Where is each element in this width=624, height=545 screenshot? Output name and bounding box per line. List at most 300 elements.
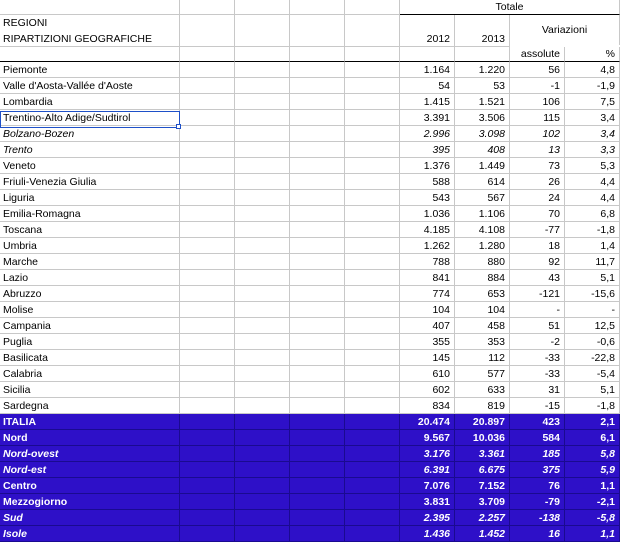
value-v2013-cell[interactable]: 880 bbox=[455, 254, 510, 270]
value-v2013-cell[interactable]: 104 bbox=[455, 302, 510, 318]
value-v2013-cell[interactable]: 7.152 bbox=[455, 478, 510, 494]
cell[interactable] bbox=[180, 142, 235, 158]
cell[interactable] bbox=[345, 462, 400, 478]
value-v2012-cell[interactable]: 1.376 bbox=[400, 158, 455, 174]
value-pct-cell[interactable]: 4,4 bbox=[565, 190, 620, 206]
cell[interactable] bbox=[290, 494, 345, 510]
value-abs-cell[interactable]: 423 bbox=[510, 414, 565, 430]
header-2012[interactable]: 2012 bbox=[400, 31, 455, 47]
value-pct-cell[interactable]: - bbox=[565, 302, 620, 318]
cell[interactable] bbox=[345, 0, 400, 15]
cell[interactable] bbox=[345, 302, 400, 318]
cell[interactable] bbox=[345, 158, 400, 174]
region-name-cell[interactable]: Campania bbox=[0, 318, 180, 334]
value-v2013-cell[interactable]: 1.106 bbox=[455, 206, 510, 222]
cell[interactable] bbox=[345, 94, 400, 110]
cell[interactable] bbox=[235, 0, 290, 15]
value-pct-cell[interactable]: -5,8 bbox=[565, 510, 620, 526]
value-v2013-cell[interactable]: 6.675 bbox=[455, 462, 510, 478]
value-v2012-cell[interactable]: 543 bbox=[400, 190, 455, 206]
value-v2013-cell[interactable]: 3.098 bbox=[455, 126, 510, 142]
value-pct-cell[interactable]: -1,8 bbox=[565, 398, 620, 414]
cell[interactable] bbox=[235, 286, 290, 302]
cell[interactable] bbox=[180, 47, 235, 62]
cell[interactable] bbox=[290, 382, 345, 398]
cell[interactable] bbox=[235, 222, 290, 238]
region-name-cell[interactable]: Trentino-Alto Adige/Sudtirol bbox=[0, 110, 180, 126]
cell[interactable] bbox=[235, 478, 290, 494]
cell[interactable] bbox=[180, 270, 235, 286]
value-abs-cell[interactable]: 26 bbox=[510, 174, 565, 190]
value-v2012-cell[interactable]: 602 bbox=[400, 382, 455, 398]
cell[interactable] bbox=[235, 110, 290, 126]
cell[interactable] bbox=[290, 526, 345, 542]
value-abs-cell[interactable]: 16 bbox=[510, 526, 565, 542]
cell[interactable] bbox=[180, 286, 235, 302]
header-totale[interactable]: Totale bbox=[400, 0, 620, 15]
region-name-cell[interactable]: Valle d'Aosta-Vallée d'Aoste bbox=[0, 78, 180, 94]
region-name-cell[interactable]: Sicilia bbox=[0, 382, 180, 398]
value-abs-cell[interactable]: -2 bbox=[510, 334, 565, 350]
region-name-cell[interactable]: Lazio bbox=[0, 270, 180, 286]
cell[interactable] bbox=[290, 31, 345, 47]
cell[interactable] bbox=[180, 0, 235, 15]
fill-handle[interactable] bbox=[176, 124, 181, 129]
cell[interactable] bbox=[290, 446, 345, 462]
cell[interactable] bbox=[345, 110, 400, 126]
cell[interactable] bbox=[235, 254, 290, 270]
cell[interactable] bbox=[345, 398, 400, 414]
cell[interactable] bbox=[290, 238, 345, 254]
value-v2013-cell[interactable]: 3.506 bbox=[455, 110, 510, 126]
value-v2013-cell[interactable]: 567 bbox=[455, 190, 510, 206]
cell[interactable] bbox=[290, 462, 345, 478]
cell[interactable] bbox=[180, 350, 235, 366]
cell[interactable] bbox=[235, 334, 290, 350]
cell[interactable] bbox=[290, 94, 345, 110]
cell[interactable] bbox=[345, 270, 400, 286]
header-2013[interactable]: 2013 bbox=[455, 31, 510, 47]
value-abs-cell[interactable]: -138 bbox=[510, 510, 565, 526]
cell[interactable] bbox=[290, 350, 345, 366]
value-pct-cell[interactable]: 1,4 bbox=[565, 238, 620, 254]
value-v2013-cell[interactable]: 614 bbox=[455, 174, 510, 190]
value-abs-cell[interactable]: 584 bbox=[510, 430, 565, 446]
value-v2012-cell[interactable]: 20.474 bbox=[400, 414, 455, 430]
cell[interactable] bbox=[345, 222, 400, 238]
value-abs-cell[interactable]: 375 bbox=[510, 462, 565, 478]
value-v2012-cell[interactable]: 588 bbox=[400, 174, 455, 190]
value-v2013-cell[interactable]: 577 bbox=[455, 366, 510, 382]
cell[interactable] bbox=[180, 126, 235, 142]
region-name-cell[interactable]: Emilia-Romagna bbox=[0, 206, 180, 222]
value-abs-cell[interactable]: 24 bbox=[510, 190, 565, 206]
cell[interactable] bbox=[180, 78, 235, 94]
value-pct-cell[interactable]: 5,1 bbox=[565, 382, 620, 398]
value-abs-cell[interactable]: -15 bbox=[510, 398, 565, 414]
value-abs-cell[interactable]: -121 bbox=[510, 286, 565, 302]
cell[interactable] bbox=[180, 334, 235, 350]
value-abs-cell[interactable]: 185 bbox=[510, 446, 565, 462]
value-v2012-cell[interactable]: 774 bbox=[400, 286, 455, 302]
cell[interactable] bbox=[235, 238, 290, 254]
header-regioni[interactable]: REGIONI bbox=[0, 15, 180, 31]
cell[interactable] bbox=[235, 462, 290, 478]
cell[interactable] bbox=[455, 47, 510, 62]
cell[interactable] bbox=[235, 350, 290, 366]
cell[interactable] bbox=[235, 190, 290, 206]
cell[interactable] bbox=[290, 286, 345, 302]
cell[interactable] bbox=[345, 142, 400, 158]
cell[interactable] bbox=[235, 126, 290, 142]
cell[interactable] bbox=[180, 398, 235, 414]
cell[interactable] bbox=[180, 446, 235, 462]
cell[interactable] bbox=[290, 78, 345, 94]
cell[interactable] bbox=[235, 62, 290, 78]
value-v2012-cell[interactable]: 2.996 bbox=[400, 126, 455, 142]
value-v2012-cell[interactable]: 610 bbox=[400, 366, 455, 382]
cell[interactable] bbox=[235, 382, 290, 398]
cell[interactable] bbox=[345, 238, 400, 254]
region-name-cell[interactable]: Sud bbox=[0, 510, 180, 526]
cell[interactable] bbox=[290, 190, 345, 206]
region-name-cell[interactable]: Friuli-Venezia Giulia bbox=[0, 174, 180, 190]
value-v2012-cell[interactable]: 54 bbox=[400, 78, 455, 94]
cell[interactable] bbox=[180, 494, 235, 510]
cell[interactable] bbox=[290, 366, 345, 382]
region-name-cell[interactable]: Calabria bbox=[0, 366, 180, 382]
value-pct-cell[interactable]: 6,8 bbox=[565, 206, 620, 222]
cell[interactable] bbox=[290, 174, 345, 190]
value-v2012-cell[interactable]: 395 bbox=[400, 142, 455, 158]
value-v2012-cell[interactable]: 145 bbox=[400, 350, 455, 366]
value-v2012-cell[interactable]: 841 bbox=[400, 270, 455, 286]
value-v2013-cell[interactable]: 3.709 bbox=[455, 494, 510, 510]
cell[interactable] bbox=[180, 62, 235, 78]
value-pct-cell[interactable]: 3,4 bbox=[565, 126, 620, 142]
value-v2013-cell[interactable]: 653 bbox=[455, 286, 510, 302]
value-v2012-cell[interactable]: 3.391 bbox=[400, 110, 455, 126]
cell[interactable] bbox=[180, 462, 235, 478]
value-pct-cell[interactable]: -15,6 bbox=[565, 286, 620, 302]
cell[interactable] bbox=[235, 206, 290, 222]
value-pct-cell[interactable]: 4,4 bbox=[565, 174, 620, 190]
value-pct-cell[interactable]: 11,7 bbox=[565, 254, 620, 270]
value-v2013-cell[interactable]: 819 bbox=[455, 398, 510, 414]
value-abs-cell[interactable]: 92 bbox=[510, 254, 565, 270]
value-v2012-cell[interactable]: 834 bbox=[400, 398, 455, 414]
region-name-cell[interactable]: Nord-est bbox=[0, 462, 180, 478]
value-v2012-cell[interactable]: 1.436 bbox=[400, 526, 455, 542]
value-v2012-cell[interactable]: 3.176 bbox=[400, 446, 455, 462]
cell[interactable] bbox=[180, 158, 235, 174]
cell[interactable] bbox=[235, 78, 290, 94]
region-name-cell[interactable]: Centro bbox=[0, 478, 180, 494]
value-v2013-cell[interactable]: 884 bbox=[455, 270, 510, 286]
cell[interactable] bbox=[235, 142, 290, 158]
cell[interactable] bbox=[290, 126, 345, 142]
value-v2012-cell[interactable]: 355 bbox=[400, 334, 455, 350]
cell[interactable] bbox=[290, 302, 345, 318]
cell[interactable] bbox=[180, 318, 235, 334]
value-v2013-cell[interactable]: 1.449 bbox=[455, 158, 510, 174]
cell[interactable] bbox=[180, 174, 235, 190]
value-v2013-cell[interactable]: 1.521 bbox=[455, 94, 510, 110]
value-abs-cell[interactable]: 43 bbox=[510, 270, 565, 286]
value-abs-cell[interactable]: 76 bbox=[510, 478, 565, 494]
cell[interactable] bbox=[180, 254, 235, 270]
value-v2013-cell[interactable]: 1.452 bbox=[455, 526, 510, 542]
value-v2013-cell[interactable]: 20.897 bbox=[455, 414, 510, 430]
value-v2013-cell[interactable]: 10.036 bbox=[455, 430, 510, 446]
value-pct-cell[interactable]: 2,1 bbox=[565, 414, 620, 430]
cell[interactable] bbox=[345, 62, 400, 78]
value-abs-cell[interactable]: 102 bbox=[510, 126, 565, 142]
cell[interactable] bbox=[235, 15, 290, 31]
cell[interactable] bbox=[290, 15, 345, 31]
cell[interactable] bbox=[180, 302, 235, 318]
value-abs-cell[interactable]: -77 bbox=[510, 222, 565, 238]
cell[interactable] bbox=[455, 15, 510, 31]
cell[interactable] bbox=[235, 398, 290, 414]
value-abs-cell[interactable]: -33 bbox=[510, 350, 565, 366]
cell[interactable] bbox=[180, 510, 235, 526]
value-v2012-cell[interactable]: 4.185 bbox=[400, 222, 455, 238]
header-assolute[interactable]: assolute bbox=[510, 47, 565, 62]
cell[interactable] bbox=[345, 15, 400, 31]
cell[interactable] bbox=[290, 110, 345, 126]
cell[interactable] bbox=[290, 270, 345, 286]
cell[interactable] bbox=[290, 47, 345, 62]
value-pct-cell[interactable]: -0,6 bbox=[565, 334, 620, 350]
cell[interactable] bbox=[235, 366, 290, 382]
cell[interactable] bbox=[345, 31, 400, 47]
cell[interactable] bbox=[290, 206, 345, 222]
value-v2012-cell[interactable]: 104 bbox=[400, 302, 455, 318]
region-name-cell[interactable]: Puglia bbox=[0, 334, 180, 350]
region-name-cell[interactable]: Molise bbox=[0, 302, 180, 318]
value-v2012-cell[interactable]: 1.036 bbox=[400, 206, 455, 222]
cell[interactable] bbox=[290, 254, 345, 270]
value-pct-cell[interactable]: -5,4 bbox=[565, 366, 620, 382]
value-v2013-cell[interactable]: 458 bbox=[455, 318, 510, 334]
header-variazioni[interactable]: Variazioni bbox=[510, 15, 620, 45]
cell[interactable] bbox=[345, 78, 400, 94]
cell[interactable] bbox=[345, 190, 400, 206]
cell[interactable] bbox=[235, 430, 290, 446]
value-abs-cell[interactable]: 51 bbox=[510, 318, 565, 334]
region-name-cell[interactable]: Veneto bbox=[0, 158, 180, 174]
cell[interactable] bbox=[235, 47, 290, 62]
cell[interactable] bbox=[235, 302, 290, 318]
cell[interactable] bbox=[235, 31, 290, 47]
cell[interactable] bbox=[345, 126, 400, 142]
cell[interactable] bbox=[180, 414, 235, 430]
cell[interactable] bbox=[345, 414, 400, 430]
value-abs-cell[interactable]: 56 bbox=[510, 62, 565, 78]
cell[interactable] bbox=[400, 47, 455, 62]
value-v2012-cell[interactable]: 1.164 bbox=[400, 62, 455, 78]
cell[interactable] bbox=[290, 430, 345, 446]
value-abs-cell[interactable]: -33 bbox=[510, 366, 565, 382]
value-abs-cell[interactable]: 31 bbox=[510, 382, 565, 398]
cell[interactable] bbox=[345, 174, 400, 190]
region-name-cell[interactable]: Liguria bbox=[0, 190, 180, 206]
cell[interactable] bbox=[0, 0, 180, 15]
value-pct-cell[interactable]: 5,9 bbox=[565, 462, 620, 478]
value-pct-cell[interactable]: 3,3 bbox=[565, 142, 620, 158]
value-v2012-cell[interactable]: 788 bbox=[400, 254, 455, 270]
cell[interactable] bbox=[345, 47, 400, 62]
region-name-cell[interactable]: Isole bbox=[0, 526, 180, 542]
cell[interactable] bbox=[290, 510, 345, 526]
cell[interactable] bbox=[235, 174, 290, 190]
value-v2012-cell[interactable]: 2.395 bbox=[400, 510, 455, 526]
value-v2012-cell[interactable]: 407 bbox=[400, 318, 455, 334]
value-pct-cell[interactable]: 5,8 bbox=[565, 446, 620, 462]
value-v2013-cell[interactable]: 3.361 bbox=[455, 446, 510, 462]
cell[interactable] bbox=[235, 318, 290, 334]
value-v2013-cell[interactable]: 112 bbox=[455, 350, 510, 366]
cell[interactable] bbox=[180, 430, 235, 446]
value-v2012-cell[interactable]: 1.415 bbox=[400, 94, 455, 110]
cell[interactable] bbox=[180, 382, 235, 398]
cell[interactable] bbox=[180, 366, 235, 382]
value-abs-cell[interactable]: - bbox=[510, 302, 565, 318]
cell[interactable] bbox=[345, 350, 400, 366]
cell[interactable] bbox=[235, 94, 290, 110]
cell[interactable] bbox=[290, 478, 345, 494]
value-v2013-cell[interactable]: 2.257 bbox=[455, 510, 510, 526]
region-name-cell[interactable]: Piemonte bbox=[0, 62, 180, 78]
cell[interactable] bbox=[0, 47, 180, 62]
cell[interactable] bbox=[235, 526, 290, 542]
cell[interactable] bbox=[235, 510, 290, 526]
cell[interactable] bbox=[290, 334, 345, 350]
cell[interactable] bbox=[180, 526, 235, 542]
value-v2013-cell[interactable]: 633 bbox=[455, 382, 510, 398]
header-ripartizioni[interactable]: RIPARTIZIONI GEOGRAFICHE bbox=[0, 31, 180, 47]
region-name-cell[interactable]: Marche bbox=[0, 254, 180, 270]
value-pct-cell[interactable]: 6,1 bbox=[565, 430, 620, 446]
value-v2012-cell[interactable]: 9.567 bbox=[400, 430, 455, 446]
cell[interactable] bbox=[345, 334, 400, 350]
cell[interactable] bbox=[180, 110, 235, 126]
value-v2013-cell[interactable]: 353 bbox=[455, 334, 510, 350]
value-pct-cell[interactable]: 4,8 bbox=[565, 62, 620, 78]
value-v2013-cell[interactable]: 1.280 bbox=[455, 238, 510, 254]
cell[interactable] bbox=[180, 15, 235, 31]
cell[interactable] bbox=[290, 142, 345, 158]
cell[interactable] bbox=[345, 494, 400, 510]
value-abs-cell[interactable]: 70 bbox=[510, 206, 565, 222]
value-v2013-cell[interactable]: 408 bbox=[455, 142, 510, 158]
value-pct-cell[interactable]: -1,9 bbox=[565, 78, 620, 94]
value-abs-cell[interactable]: 18 bbox=[510, 238, 565, 254]
value-abs-cell[interactable]: -79 bbox=[510, 494, 565, 510]
cell[interactable] bbox=[235, 494, 290, 510]
cell[interactable] bbox=[400, 15, 455, 31]
cell[interactable] bbox=[290, 318, 345, 334]
value-pct-cell[interactable]: 1,1 bbox=[565, 478, 620, 494]
value-v2013-cell[interactable]: 4.108 bbox=[455, 222, 510, 238]
cell[interactable] bbox=[180, 190, 235, 206]
cell[interactable] bbox=[345, 478, 400, 494]
cell[interactable] bbox=[235, 158, 290, 174]
cell[interactable] bbox=[345, 510, 400, 526]
cell[interactable] bbox=[180, 206, 235, 222]
cell[interactable] bbox=[180, 222, 235, 238]
value-pct-cell[interactable]: 7,5 bbox=[565, 94, 620, 110]
cell[interactable] bbox=[345, 526, 400, 542]
cell[interactable] bbox=[290, 62, 345, 78]
cell[interactable] bbox=[345, 430, 400, 446]
value-pct-cell[interactable]: 12,5 bbox=[565, 318, 620, 334]
cell[interactable] bbox=[345, 254, 400, 270]
region-name-cell[interactable]: Sardegna bbox=[0, 398, 180, 414]
value-pct-cell[interactable]: 5,3 bbox=[565, 158, 620, 174]
value-abs-cell[interactable]: -1 bbox=[510, 78, 565, 94]
value-pct-cell[interactable]: 1,1 bbox=[565, 526, 620, 542]
value-pct-cell[interactable]: -22,8 bbox=[565, 350, 620, 366]
cell[interactable] bbox=[290, 158, 345, 174]
value-pct-cell[interactable]: 3,4 bbox=[565, 110, 620, 126]
region-name-cell[interactable]: Bolzano-Bozen bbox=[0, 126, 180, 142]
value-pct-cell[interactable]: -2,1 bbox=[565, 494, 620, 510]
cell[interactable] bbox=[235, 414, 290, 430]
cell[interactable] bbox=[290, 222, 345, 238]
cell[interactable] bbox=[345, 366, 400, 382]
cell[interactable] bbox=[345, 206, 400, 222]
region-name-cell[interactable]: Nord bbox=[0, 430, 180, 446]
value-v2012-cell[interactable]: 3.831 bbox=[400, 494, 455, 510]
header-percent[interactable]: % bbox=[565, 47, 620, 62]
cell[interactable] bbox=[235, 270, 290, 286]
cell[interactable] bbox=[180, 31, 235, 47]
region-name-cell[interactable]: Mezzogiorno bbox=[0, 494, 180, 510]
cell[interactable] bbox=[180, 238, 235, 254]
value-abs-cell[interactable]: 106 bbox=[510, 94, 565, 110]
value-abs-cell[interactable]: 73 bbox=[510, 158, 565, 174]
region-name-cell[interactable]: Umbria bbox=[0, 238, 180, 254]
region-name-cell[interactable]: ITALIA bbox=[0, 414, 180, 430]
cell[interactable] bbox=[345, 286, 400, 302]
value-v2013-cell[interactable]: 1.220 bbox=[455, 62, 510, 78]
value-v2012-cell[interactable]: 7.076 bbox=[400, 478, 455, 494]
value-abs-cell[interactable]: 115 bbox=[510, 110, 565, 126]
region-name-cell[interactable]: Lombardia bbox=[0, 94, 180, 110]
cell[interactable] bbox=[290, 0, 345, 15]
value-abs-cell[interactable]: 13 bbox=[510, 142, 565, 158]
cell[interactable] bbox=[235, 446, 290, 462]
value-v2013-cell[interactable]: 53 bbox=[455, 78, 510, 94]
region-name-cell[interactable]: Toscana bbox=[0, 222, 180, 238]
cell[interactable] bbox=[290, 414, 345, 430]
region-name-cell[interactable]: Abruzzo bbox=[0, 286, 180, 302]
value-pct-cell[interactable]: -1,8 bbox=[565, 222, 620, 238]
cell[interactable] bbox=[345, 382, 400, 398]
cell[interactable] bbox=[345, 318, 400, 334]
region-name-cell[interactable]: Nord-ovest bbox=[0, 446, 180, 462]
cell[interactable] bbox=[180, 478, 235, 494]
value-v2012-cell[interactable]: 6.391 bbox=[400, 462, 455, 478]
region-name-cell[interactable]: Basilicata bbox=[0, 350, 180, 366]
cell[interactable] bbox=[345, 446, 400, 462]
cell[interactable] bbox=[290, 398, 345, 414]
value-v2012-cell[interactable]: 1.262 bbox=[400, 238, 455, 254]
cell[interactable] bbox=[180, 94, 235, 110]
value-pct-cell[interactable]: 5,1 bbox=[565, 270, 620, 286]
